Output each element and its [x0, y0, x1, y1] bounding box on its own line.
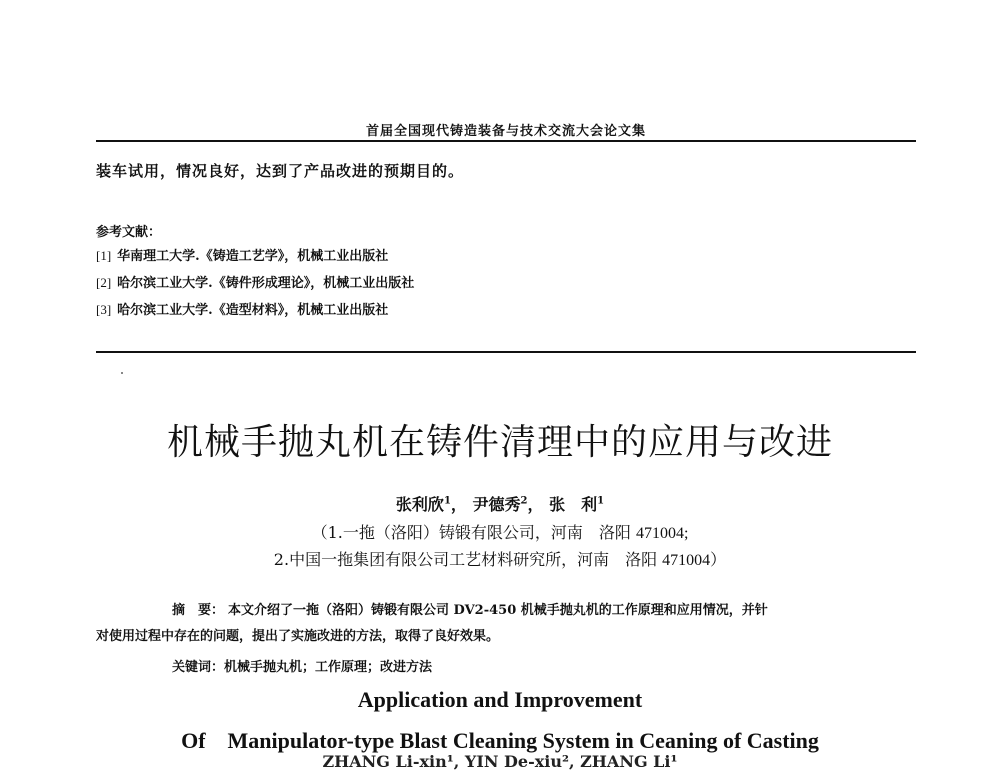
previous-article-ending: 装车试用，情况良好，达到了产品改进的预期目的。 [96, 162, 465, 180]
author-separator: ， [527, 495, 544, 514]
author-separator: ， [450, 495, 467, 514]
author-affil-mark: 1 [443, 495, 451, 507]
keywords-line [172, 656, 432, 675]
author-line [0, 492, 1000, 515]
affiliation-line [0, 520, 1000, 543]
abstract-line [96, 598, 916, 624]
affiliation-text: （1.一拖（洛阳）铸锻有限公司，河南 洛阳 [311, 523, 631, 542]
header-rule [96, 140, 916, 142]
reference-text: 华南理工大学.《铸造工艺学》，机械工业出版社 [117, 249, 389, 264]
reference-item [96, 299, 388, 318]
author-affil-mark: 2 [520, 495, 528, 507]
reference-number: [2] [96, 275, 112, 290]
affiliation-text: 2.中国一拖集团有限公司工艺材料研究所，河南 洛阳 [273, 550, 658, 569]
abstract-text: 对使用过程中存在的问题，提出了实施改进的方法，取得了良好效果。 [96, 629, 500, 644]
english-authors-cut: ZHANG Li-xin¹, YIN De-xiu², ZHANG Li¹ [322, 752, 678, 771]
reference-text: 哈尔滨工业大学.《造型材料》，机械工业出版社 [117, 303, 389, 318]
reference-number: [3] [96, 302, 112, 317]
reference-item [96, 272, 414, 291]
scan-speck [121, 372, 123, 374]
abstract-line [96, 624, 916, 650]
reference-number: [1] [96, 248, 112, 263]
english-title-line-2: Of Manipulator-type Blast Cleaning System in Ceaning of Casting [181, 728, 819, 753]
abstract-label: 摘 要： [172, 603, 225, 618]
reference-text: 哈尔滨工业大学.《铸件形成理论》，机械工业出版社 [117, 276, 415, 291]
section-divider [96, 351, 916, 353]
article-title: 机械手抛丸机在铸件清理中的应用与改进 [166, 422, 833, 463]
affiliation-line [0, 547, 1000, 570]
author-affil-mark: 1 [597, 495, 605, 507]
keywords-label: 关键词： [172, 660, 225, 675]
author-name: 尹德秀 [472, 495, 521, 514]
references-heading: 参考文献： [96, 225, 162, 240]
abstract-text: 本文介绍了一拖（洛阳）铸锻有限公司 DV2-450 机械手抛丸机的工作原理和应用情况，并针 [228, 603, 768, 618]
running-head: 首届全国现代铸造装备与技术交流大会论文集 [365, 124, 646, 139]
postal-code: 471004; [635, 525, 689, 542]
author-name: 张利欣 [395, 495, 444, 514]
reference-item [96, 245, 388, 264]
author-name: 张 利 [549, 495, 598, 514]
postal-code: 471004） [662, 552, 727, 569]
keywords-text: 机械手抛丸机；工作原理；改进方法 [224, 660, 433, 675]
english-title-line-1: Application and Improvement [357, 687, 643, 712]
